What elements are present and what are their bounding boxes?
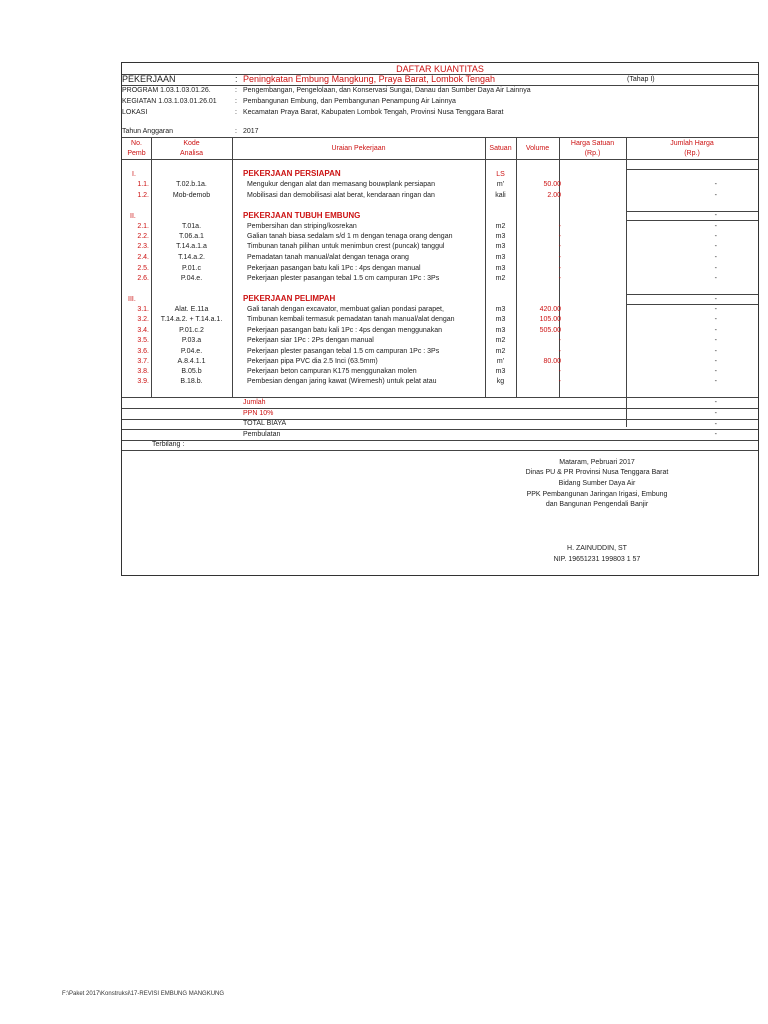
row-number: 3.7.	[137, 358, 149, 365]
colon: :	[235, 98, 237, 105]
pekerjaan-value: Peningkatan Embung Mangkung, Praya Barat, Lombok Tengah	[243, 74, 495, 84]
signature-line3: PPK Pembangunan Jaringan Irigasi, Embung	[526, 491, 668, 498]
signatory-name: H. ZAINUDDIN, ST	[567, 545, 627, 552]
colon: :	[235, 109, 237, 116]
row-volume: 420.00	[539, 306, 561, 313]
row-kode: T.06.a.1	[179, 233, 204, 240]
row-uraian: Pembesian dengan jaring kawat (Wiremesh) untuk pelat atau	[247, 378, 437, 385]
row-volume: -	[558, 275, 561, 282]
row-number: 3.6.	[137, 348, 149, 355]
row-kode: T.14.a.1.a	[176, 243, 207, 250]
row-uraian: Gali tanah dengan excavator, membuat galian pondasi parapet,	[247, 306, 444, 313]
signatory-nip: NIP. 19651231 199803 1 57	[553, 556, 641, 563]
row-volume: -	[558, 337, 561, 344]
row-satuan: m2	[495, 223, 506, 230]
column-rule	[232, 137, 233, 397]
pekerjaan-label: PEKERJAAN	[122, 74, 176, 84]
divider	[122, 85, 758, 86]
lokasi-value: Kecamatan Praya Barat, Kabupaten Lombok Tengah, Provinsi Nusa Tenggara Barat	[243, 109, 504, 116]
section-rule	[626, 169, 758, 170]
row-number: 3.8.	[137, 368, 149, 375]
row-satuan: kg	[496, 378, 505, 385]
row-volume: -	[558, 378, 561, 385]
table-header-border	[122, 159, 758, 160]
row-jumlah: -	[714, 378, 717, 385]
section-number: III.	[128, 296, 136, 303]
pembulatan-label: Pembulatan	[243, 431, 281, 438]
row-uraian: Pekerjaan plester pasangan tebal 1.5 cm campuran 1Pc : 3Ps	[247, 348, 440, 355]
jumlah-value: -	[714, 399, 717, 406]
row-satuan: m3	[495, 265, 506, 272]
row-uraian: Timbunan tanah pilihan untuk menimbun crest (puncak) tanggul	[247, 243, 445, 250]
row-satuan: kali	[495, 192, 506, 199]
place-date: Mataram, Pebruari 2017	[559, 459, 635, 466]
row-jumlah: -	[714, 306, 717, 313]
col-header-jumlah-harga: Jumlah Harga	[670, 140, 714, 147]
row-uraian: Pekerjaan siar 1Pc : 2Ps dengan manual	[247, 337, 374, 344]
row-uraian: Galian tanah biasa sedalam s/d 1 m dengan tenaga orang dengan	[247, 233, 453, 240]
signature-line1: Dinas PU & PR Provinsi Nusa Tenggara Barat	[525, 469, 669, 476]
totals-rule	[122, 419, 758, 420]
row-volume: -	[558, 254, 561, 261]
row-uraian: Pekerjaan pasangan batu kali 1Pc : 4ps dengan menggunakan	[247, 327, 442, 334]
ppn-value: -	[714, 410, 717, 417]
section-title: PEKERJAAN PELIMPAH	[243, 294, 336, 303]
row-uraian: Timbunan kembali termasuk pemadatan tanah manual/alat dengan	[247, 316, 455, 323]
section-title: PEKERJAAN TUBUH EMBUNG	[243, 211, 361, 220]
totals-rule	[122, 450, 758, 451]
row-satuan: m2	[495, 348, 506, 355]
row-number: 2.3.	[137, 243, 149, 250]
section-title: PEKERJAAN PERSIAPAN	[243, 169, 341, 178]
section-satuan: LS	[496, 171, 505, 178]
kegiatan-label: KEGIATAN 1.03.1.03.01.26.01	[122, 98, 217, 105]
row-number: 3.1.	[137, 306, 149, 313]
section-total: -	[714, 296, 717, 303]
program-value: Pengembangan, Pengelolaan, dan Konservasi Sungai, Danau dan Sumber Daya Air Lainnya	[243, 87, 531, 94]
row-jumlah: -	[714, 348, 717, 355]
signature-line2: Bidang Sumber Daya Air	[558, 480, 636, 487]
row-kode: T.14.a.2.	[178, 254, 205, 261]
totals-rule	[122, 397, 758, 398]
col-header-harga-satuan: Harga Satuan	[570, 140, 615, 147]
row-jumlah: -	[714, 192, 717, 199]
row-number: 2.5.	[137, 265, 149, 272]
colon: :	[235, 128, 237, 135]
section-rule	[626, 294, 758, 295]
tahap-label: (Tahap I)	[627, 76, 655, 83]
section-rule	[626, 220, 758, 221]
row-volume: -	[558, 348, 561, 355]
col-header-pemb: Pemb	[127, 150, 146, 157]
row-satuan: m2	[495, 337, 506, 344]
row-jumlah: -	[714, 265, 717, 272]
row-jumlah: -	[714, 358, 717, 365]
row-jumlah: -	[714, 233, 717, 240]
row-volume: 80.00	[543, 358, 561, 365]
row-jumlah: -	[714, 327, 717, 334]
row-jumlah: -	[714, 254, 717, 261]
row-kode: P.01.c.2	[179, 327, 204, 334]
tahun-value: 2017	[243, 128, 259, 135]
row-volume: -	[558, 265, 561, 272]
col-header-kode: Kode	[183, 140, 200, 147]
row-uraian: Pembersihan dan striping/kosrekan	[247, 223, 357, 230]
row-volume: 505.00	[539, 327, 561, 334]
row-jumlah: -	[714, 275, 717, 282]
row-uraian: Pekerjaan plester pasangan tebal 1.5 cm campuran 1Pc : 3Ps	[247, 275, 440, 282]
row-kode: T.01a.	[181, 223, 202, 230]
row-kode: B.18.b.	[180, 378, 203, 385]
row-volume: -	[558, 368, 561, 375]
colon: :	[235, 74, 238, 84]
row-kode: T.14.a.2. + T.14.a.1.	[160, 316, 223, 323]
row-volume: 105.00	[539, 316, 561, 323]
row-satuan: m3	[495, 368, 506, 375]
row-kode: P.01.c	[182, 265, 201, 272]
col-header-harga-satuan-unit: (Rp.)	[584, 150, 601, 157]
row-uraian: Pemadatan tanah manual/alat dengan tenaga orang	[247, 254, 409, 261]
col-header-jumlah-harga-unit: (Rp.)	[684, 150, 700, 157]
row-uraian: Pekerjaan beton campuran K175 menggunakan molen	[247, 368, 417, 375]
row-number: 2.2.	[137, 233, 149, 240]
row-number: 3.5.	[137, 337, 149, 344]
row-satuan: m3	[495, 243, 506, 250]
row-kode: Mob-demob	[172, 192, 211, 199]
row-jumlah: -	[714, 368, 717, 375]
row-uraian: Pekerjaan pipa PVC dia 2.5 Inci (63.5mm)	[247, 358, 378, 365]
row-satuan: m'	[496, 358, 505, 365]
terbilang-label: Terbilang :	[152, 441, 185, 448]
row-volume: 50.00	[543, 181, 561, 188]
doc-title: DAFTAR KUANTITAS	[396, 64, 484, 74]
section-rule	[626, 304, 758, 305]
ppn-label: PPN 10%	[243, 410, 274, 417]
jumlah-label: Jumlah	[243, 399, 266, 406]
row-volume: -	[558, 233, 561, 240]
signature-line4: dan Bangunan Pengendali Banjir	[545, 501, 649, 508]
col-header-no: No.	[131, 140, 142, 147]
row-satuan: m'	[496, 181, 505, 188]
row-uraian: Mobilisasi dan demobilisasi alat berat, kendaraan ringan dan	[247, 192, 435, 199]
row-jumlah: -	[714, 316, 717, 323]
table-top-border	[122, 137, 758, 138]
totals-rule	[122, 440, 758, 441]
row-kode: Alat. E.11a	[174, 306, 209, 313]
row-volume: 2.00	[547, 192, 561, 199]
row-number: 3.2.	[137, 316, 149, 323]
tahun-label: Tahun Anggaran	[122, 128, 173, 135]
col-header-volume: Volume	[525, 145, 550, 152]
row-kode: A.8.4.1.1	[177, 358, 206, 365]
row-kode: B.05.b	[181, 368, 202, 375]
file-path-footer: F:\Paket 2017\Konstruksi\17-REVISI EMBUNG MANGKUNG	[62, 991, 225, 997]
row-volume: -	[558, 223, 561, 230]
row-jumlah: -	[714, 243, 717, 250]
col-header-analisa: Analisa	[180, 150, 203, 157]
row-satuan: m3	[495, 254, 506, 261]
totals-rule	[122, 429, 758, 430]
row-uraian: Pekerjaan pasangan batu kali 1Pc : 4ps dengan manual	[247, 265, 421, 272]
pembulatan-value: -	[714, 431, 717, 438]
row-satuan: m3	[495, 233, 506, 240]
row-satuan: m3	[495, 316, 506, 323]
row-number: 1.1.	[137, 181, 149, 188]
row-satuan: m3	[495, 327, 506, 334]
section-number: I.	[132, 171, 136, 178]
row-number: 2.1.	[137, 223, 149, 230]
row-number: 3.4.	[137, 327, 149, 334]
program-label: PROGRAM 1.03.1.03.01.26.	[122, 87, 211, 94]
row-number: 2.4.	[137, 254, 149, 261]
section-total: -	[714, 212, 717, 219]
row-number: 2.6.	[137, 275, 149, 282]
row-uraian: Mengukur dengan alat dan memasang bouwplank persiapan	[247, 181, 435, 188]
kegiatan-value: Pembangunan Embung, dan Pembangunan Penampung Air Lainnya	[243, 98, 456, 105]
row-satuan: m3	[495, 306, 506, 313]
row-number: 1.2.	[137, 192, 149, 199]
row-volume: -	[558, 243, 561, 250]
colon: :	[235, 87, 237, 94]
row-kode: P.04.e.	[180, 275, 203, 282]
totals-rule	[122, 408, 758, 409]
col-header-uraian: Uraian Pekerjaan	[331, 145, 386, 152]
row-jumlah: -	[714, 337, 717, 344]
section-number: II.	[130, 213, 136, 220]
row-satuan: m2	[495, 275, 506, 282]
lokasi-label: LOKASI	[122, 109, 148, 116]
row-number: 3.9.	[137, 378, 149, 385]
quantity-sheet	[121, 62, 759, 576]
total-biaya-value: -	[714, 421, 717, 428]
row-jumlah: -	[714, 181, 717, 188]
total-biaya-label: TOTAL BIAYA	[243, 420, 287, 427]
row-jumlah: -	[714, 223, 717, 230]
col-header-satuan: Satuan	[489, 145, 512, 152]
row-kode: T.02.b.1a.	[176, 181, 207, 188]
row-kode: P.03.a	[181, 337, 202, 344]
row-kode: P.04.e.	[180, 348, 203, 355]
